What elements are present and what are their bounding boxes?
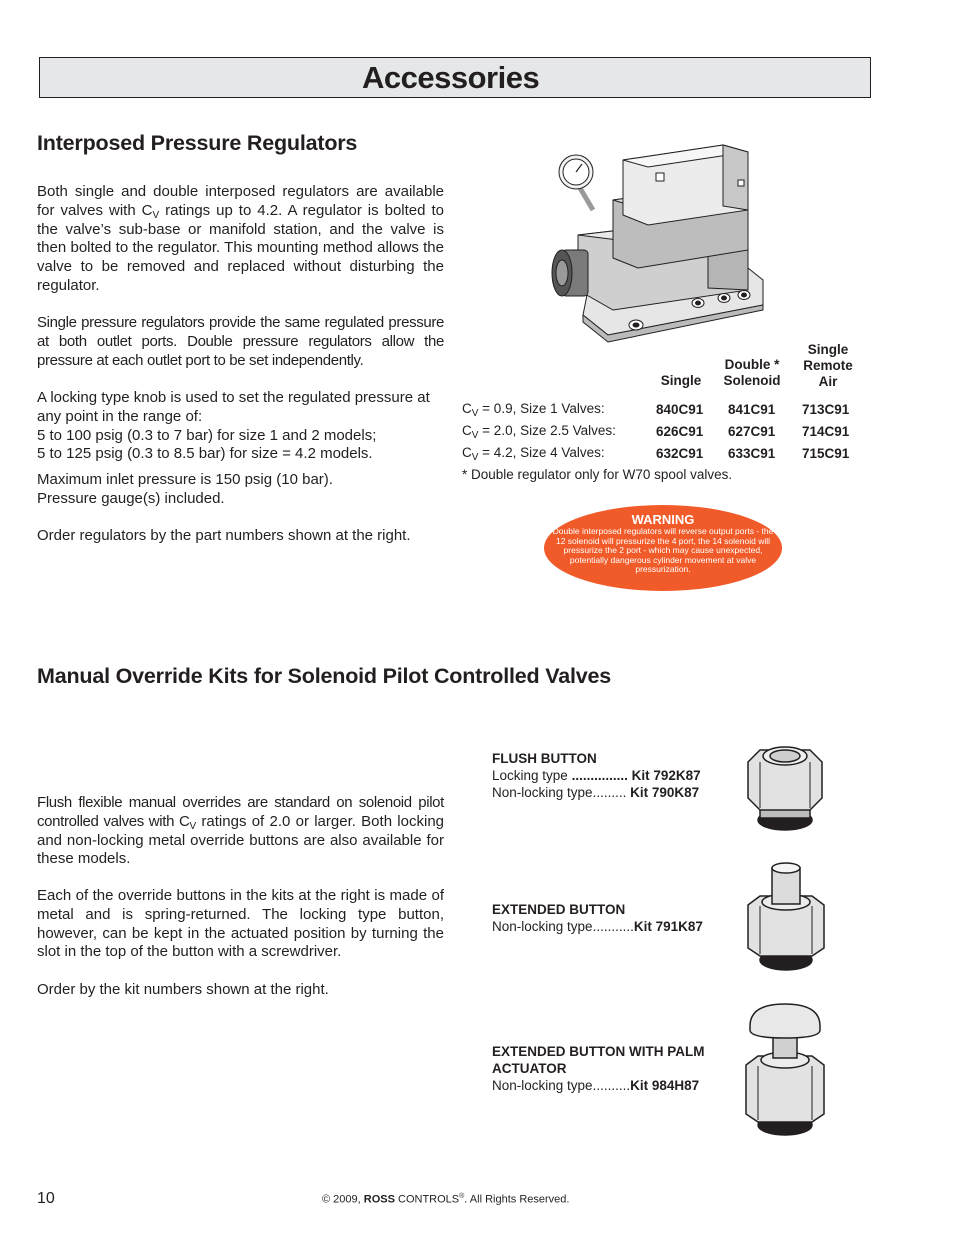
s2-p1-text-a: Flush flexible manual overrides are standard on solenoid pilot controlled valves with C [37,794,444,830]
row-cv-label: C [462,423,472,438]
p1-text-b: ratings up to 4.2. A regulator is bolted to the valve’s sub-base or manifold station, and the valve is then bolted to the regulator. This mounting method allows the valve to be removed and replaced without disturbing the regulator. [37,201,444,294]
table-cell-part-number: 633C91 [728,446,776,461]
title-bar [39,57,871,98]
brand-ross: ROSS [363,1193,395,1206]
regulators-paragraph-3 [37,389,444,464]
table-header-remote [795,342,861,390]
p3-line-1: A locking type knob is used to set the regulated pressure at any point in the range of: [37,389,430,425]
overrides-paragraph-3: Order by the kit numbers shown at the right. [37,981,329,998]
table-cell-part-number: 714C91 [802,424,850,439]
header-solenoid-line: Solenoid [723,373,781,388]
copyright-suffix: . All Rights Reserved. [464,1193,570,1206]
overrides-paragraph-2: Each of the override buttons in the kits at the right is made of metal and is spring-returned. The locking type button, however, can be kept in the actuated position by turning the slot in the top of the button with a screwdriver. [37,887,444,961]
table-footnote: * Double regulator only for W70 spool valves. [462,467,733,482]
table-row [462,445,605,461]
section-heading-overrides: Manual Override Kits for Solenoid Pilot Controlled Valves [37,664,611,688]
p3-line-2: 5 to 100 psig (0.3 to 7 bar) for size 1 and 2 models; [37,426,377,444]
kit-dots: ........... [592,919,634,934]
row-size-label: = 4.2, Size 4 Valves: [478,445,605,460]
kit-label: Locking type [492,768,572,783]
s2-p1-subscript: V [189,820,197,832]
kit-label: Non-locking type [492,1078,593,1093]
kit-heading-extended: EXTENDED BUTTON [492,902,626,917]
kit-dots: .......... [592,1078,631,1093]
page-number: 10 [37,1190,55,1207]
kit-line-flush-locking [492,767,701,784]
table-cell-part-number: 841C91 [728,402,776,417]
row-size-label: = 2.0, Size 2.5 Valves: [478,423,616,438]
table-cell-part-number: 632C91 [656,446,704,461]
kit-heading-palm-line2: ACTUATOR [492,1061,567,1076]
kit-line-flush-nonlocking [492,784,699,801]
kit-dots: ............... [571,768,628,783]
p4-line-1: Maximum inlet pressure is 150 psig (10 bar). [37,471,333,488]
kit-label: Non-locking type [492,785,593,800]
copyright-prefix: © 2009, [322,1193,364,1206]
table-header-single: Single [660,373,702,388]
regulators-paragraph-2: Single pressure regulators provide the same regulated pressure at both outlet ports. Double pressure regulators allow the pressure at each outlet port to be set independently. [37,314,444,369]
header-double-line: Double * [724,357,780,372]
row-cv-label: C [462,445,472,460]
warning-body: Double interposed regulators will reverse output ports - the 12 solenoid will pressurize the 4 port, the 14 solenoid will pressurize the 2 port - which may cause unexpected, potentially dangerous cylinder movement at valve pressurization. [552,526,774,575]
kit-line-palm-nonlocking [492,1077,699,1094]
row-cv-subscript: V [471,408,479,419]
regulators-paragraph-5: Order regulators by the part numbers shown at the right. [37,527,411,544]
table-row [462,401,605,417]
copyright [322,1193,569,1206]
p4-line-2: Pressure gauge(s) included. [37,489,225,507]
table-header-double [717,357,787,389]
table-row [462,423,616,439]
kit-number: Kit 792K87 [627,768,701,783]
header-single-line: Single [807,342,849,357]
table-cell-part-number: 626C91 [656,424,704,439]
kit-number: Kit 791K87 [633,919,703,934]
p1-subscript: V [152,209,160,221]
overrides-paragraph-1 [37,794,444,869]
extended-button-illustration [742,860,832,972]
row-cv-subscript: V [471,430,479,441]
p1-text-a: Both single and double interposed regulators are available for valves with C [37,183,444,219]
table-cell-part-number: 713C91 [802,402,850,417]
kit-number: Kit 790K87 [626,785,700,800]
table-cell-part-number: 840C91 [656,402,704,417]
row-cv-label: C [462,401,472,416]
section-heading-regulators: Interposed Pressure Regulators [37,131,358,155]
kit-heading-flush: FLUSH BUTTON [492,751,597,766]
flush-button-illustration [740,740,830,840]
registered-mark: ® [459,1193,465,1200]
kit-number: Kit 984H87 [630,1078,700,1093]
table-cell-part-number: 627C91 [728,424,776,439]
p3-line-3: 5 to 125 psig (0.3 to 8.5 bar) for size = 4.2 models. [37,445,373,463]
table-cell-part-number: 715C91 [802,446,850,461]
header-air-line: Air [818,374,838,389]
page-title: Accessories [362,60,540,95]
warning-badge [544,505,782,591]
regulators-paragraph-1 [37,183,444,296]
kit-dots: ......... [592,785,627,800]
s2-p1-text-b: ratings of 2.0 or larger. Both locking and non-locking metal override buttons are also available for these models. [37,812,444,868]
kit-line-extended-nonlocking [492,918,703,935]
header-remote-line: Remote [803,358,853,373]
kit-label: Non-locking type [492,919,593,934]
regulator-illustration [548,140,778,345]
regulators-paragraph-4 [37,471,444,509]
kit-heading-palm [492,1043,705,1077]
kit-heading-palm-line1: EXTENDED BUTTON WITH PALM [492,1044,705,1059]
row-cv-subscript: V [471,452,479,463]
row-size-label: = 0.9, Size 1 Valves: [478,401,605,416]
brand-controls: CONTROLS [394,1193,460,1206]
palm-actuator-illustration [740,1000,830,1140]
warning-title: WARNING [631,512,695,527]
